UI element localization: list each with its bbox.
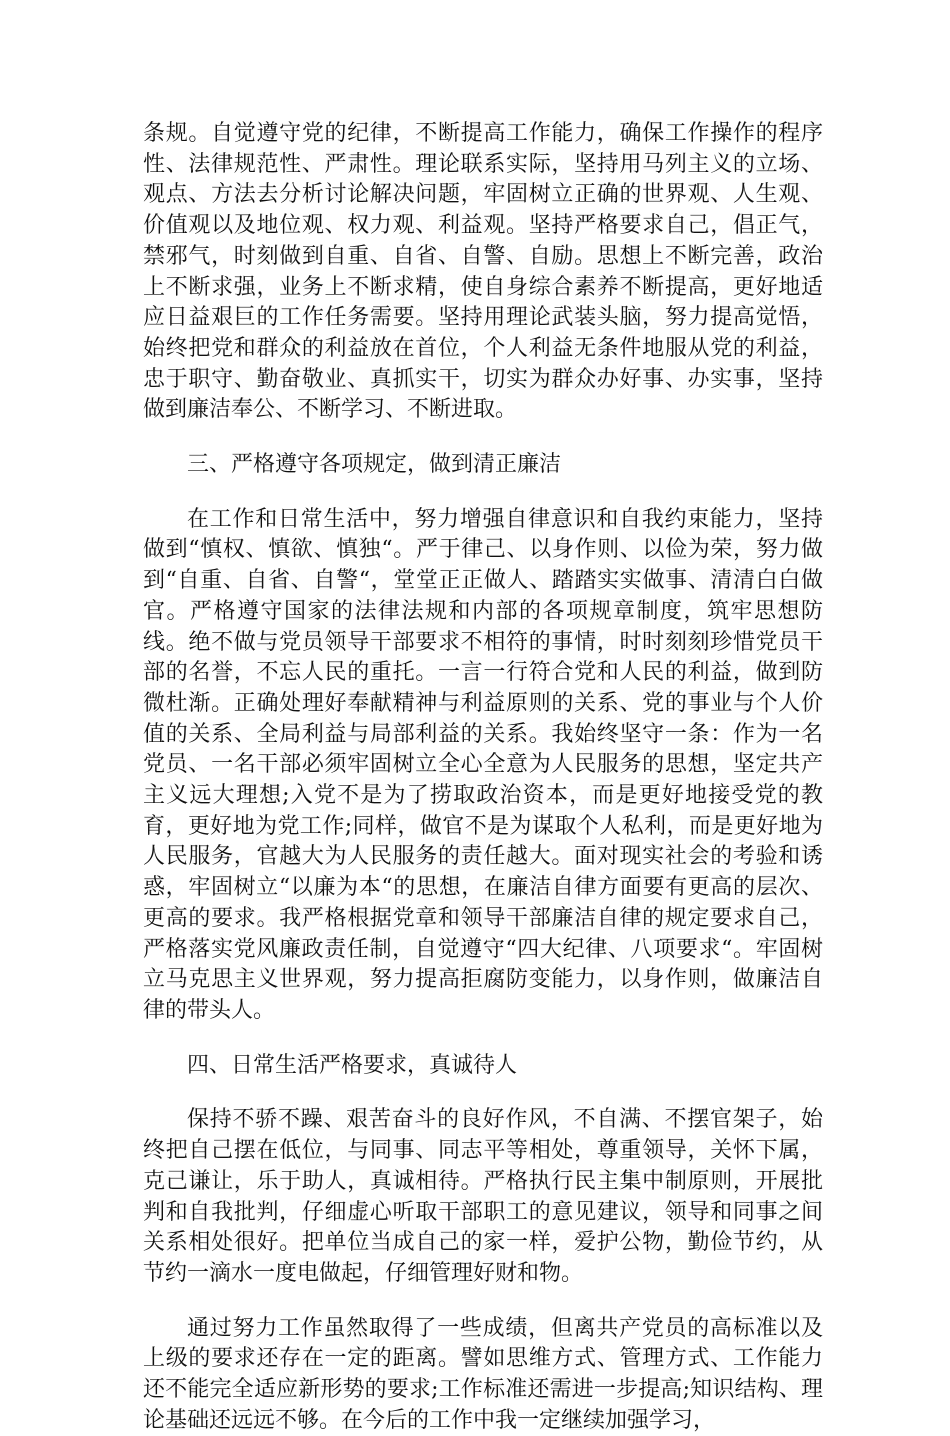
paragraph-shortcomings: 通过努力工作虽然取得了一些成绩，但离共产党员的高标准以及上级的要求还存在一定的距离。譬如思维方式、管理方式、工作能力还不能完全适应新形势的要求;工作标准还需进一步提高;知识结构、理论基础还远远不够。在今后的工作中我一定继续加强学习， — [143, 1315, 823, 1433]
section-heading-3: 三、严格遵守各项规定，做到清正廉洁 — [187, 452, 562, 478]
paragraph-integrity: 在工作和日常生活中，努力增强自律意识和自我约束能力，坚持做到“慎权、慎欲、慎独“。严于律己、以身作则、以俭为荣，努力做到“自重、自省、自警“，堂堂正正做人、踏踏实实做事、清清白白做官。严格遵守国家的法律法规和内部的各项规章制度，筑牢思想防线。绝不做与党员领导干部要求不相符的事情，时时刻刻珍惜党员干部的名誉，不忘人民的重托。一言一行符合党和人民的利益，做到防微杜渐。正确处理好奉献精神与利益原则的关系、党的事业与个人价值的关系、全局利益与局部利益的关系。我始终坚守一条：作为一名党员、一名干部必须牢固树立全心全意为人民服务的思想，坚定共产主义远大理想;入党不是为了捞取政治资本，而是更好地接受党的教育，更好地为党工作;同样，做官不是为谋取个人私利，而是更好地为人民服务，官越大为人民服务的责任越大。面对现实社会的考验和诱惑，牢固树立“以廉为本“的思想，在廉洁自律方面要有更高的层次、更高的要求。我严格根据党章和领导干部廉洁自律的规定要求自己，严格落实党风廉政责任制，自觉遵守“四大纪律、八项要求“。牢固树立马克思主义世界观，努力提高拒腐防变能力，以身作则，做廉洁自律的带头人。 — [143, 506, 823, 1023]
paragraph-daily-life: 保持不骄不躁、艰苦奋斗的良好作风，不自满、不摆官架子，始终把自己摆在低位，与同事、同志平等相处，尊重领导，关怀下属，克己谦让，乐于助人，真诚相待。严格执行民主集中制原则，开展批判和自我批判，仔细虚心听取干部职工的意见建议，领导和同事之间关系相处很好。把单位当成自己的家一样，爱护公物，勤俭节约，从节约一滴水一度电做起，仔细管理好财和物。 — [143, 1107, 823, 1286]
section-heading-4: 四、日常生活严格要求，真诚待人 — [187, 1052, 518, 1078]
document-body — [143, 119, 823, 1436]
paragraph-continued-discipline: 条规。自觉遵守党的纪律，不断提高工作能力，确保工作操作的程序性、法律规范性、严肃性。理论联系实际，坚持用马列主义的立场、观点、方法去分析讨论解决问题，牢固树立正确的世界观、人生观、价值观以及地位观、权力观、利益观。坚持严格要求自己，倡正气，禁邪气，时刻做到自重、自省、自警、自励。思想上不断完善，政治上不断求强，业务上不断求精，使自身综合素养不断提高，更好地适应日益艰巨的工作任务需要。坚持用理论武装头脑，努力提高觉悟，始终把党和群众的利益放在首位，个人利益无条件地服从党的利益，忠于职守、勤奋敬业、真抓实干，切实为群众办好事、办实事，坚持做到廉洁奉公、不断学习、不断进取。 — [143, 121, 823, 423]
